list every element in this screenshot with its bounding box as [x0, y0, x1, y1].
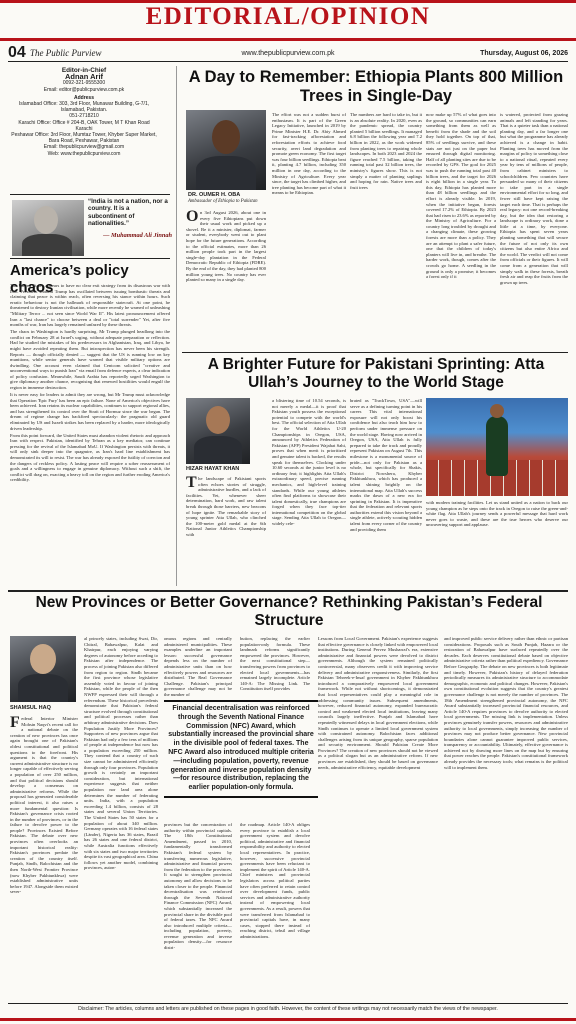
ethiopia-byline-role: Ambassador of Ethiopia to Pakistan [188, 199, 258, 204]
editor-phone: 0092-321-9555300 [62, 80, 106, 87]
quote-text: “India is not a nation, nor a country. It is a subcontinent of nationalities.” [88, 198, 168, 228]
ethiopia-text: The effort was not a sudden burst of enthusiasm. It is part of the Green Legacy Initiative, launched in 2019 by Prime Minister H.E. Dr. Abiy Ahmed for fast-tracking afforestation and reforestation efforts to achieve food security, avert land degradation and promote green economy. The first target was four billion seedlings. Ethiopia beat it, planting 4.7 billion, including 350 million in one day, according to the Ministry of Agriculture. Every year since, the target has climbed higher, and tree planting has become part of what it means to be Ethiopian. [272, 112, 346, 196]
portrait-head [30, 644, 56, 674]
footer-divider [8, 1003, 568, 1004]
federal-text: bution, replacing the earlier population-only formula. These landmark reforms significantly empowered the provinces. However, the next constitutional step—transferring powers from provinces to elected local governments—has remained largely incomplete. Article 140-A: The Missing Link. The Constitution itself provides [240, 636, 310, 692]
policy-paragraph: The chaos in Washington is hardly surprising. Mr Trump plunged headlong into the conflict on February 28 at Israel's urging, without adequate preparation or reflection. Had he studied the mistakes of his predecessors in Afghanistan, Iraq, and Libya, he might have avoided repeating them. But introspection has never been his strength. Reports — though officially denied — suggest that the US is running low on key munitions, while senior generals have warned that visible military options are dwindling. One account even claimed that Centcom solicited "creative and unconventional ways to punish Iran" via email from defence experts, a clear indication of policy confusion. Meanwhile, Saudi Arabia has reportedly urged Washington to give diplomacy another chance, recognising that renewed hostilities would engulf the region in immense destruction. [10, 329, 170, 391]
islamabad-office: Islamabad Office: 303, 3rd Floor, Munawar Building, G-7/1, Islamabad, Pakistan. [18, 101, 150, 114]
page-number: 04 [8, 44, 26, 61]
sprint-col-2 [272, 398, 346, 588]
federal-col-6 [240, 822, 310, 1000]
portrait-head [206, 406, 230, 434]
karachi-office: Karachi Office: Office # 204-B, OAK Tower, M T Khan Road Karachi [18, 119, 150, 132]
ethiopia-col-1 [186, 210, 266, 348]
address-label: Address [73, 94, 94, 101]
jinnah-portrait [12, 200, 84, 256]
sprint-text: brated as "TrackTown, USA"—will serve as a defining turning point in his career. This vital international exposure will not only boost his confidence but also teach him how to perform under immense pressure on the world stage. Having now arrived in Oregon, USA, Atta Ullah is fully prepared to take the track and proudly represent Pakistan on August 7th. This milestone is a monumental source of pride—not only for Pakistan as a whole, but specifically for Shakis, District Nowshera, Khyber Pakhtunkhwa, which has produced a talent shining brightly on the international map. Atta Ullah's success marks the dawn of a new era for sprinting in Pakistan. It is imperative that the federation and relevant sports authorities extend this vision beyond a single athlete, actively scouting hidden talent from every corner of the country and providing them [350, 398, 422, 532]
federal-text: Lessons from Local Government. Pakistan's experience suggests that effective governance is closely linked with empowered local institutions. During General Pervez Musharraf's era, extensive administrative and financial powers were devolved to district governments. Although the system remained politically controversial, many observers credit it with improving service delivery and administrative responsiveness. Similarly, the first Pakistan Tehreek-e-Insaf government in Khyber Pakhtunkhwa introduced a comparatively empowered local government framework. While not without shortcomings, it demonstrated that local representatives could play a meaningful role in addressing community issues. Subsequent amendments, however, reduced financial autonomy, expanded bureaucratic control and weakened elected local institutions, leaving many councils largely ineffective. Punjab and Islamabad have repeatedly witnessed delays in local government elections, while Sindh continues to operate a limited local government system with constrained autonomy. Balochistan faces additional challenges arising from its unique geography, sparse population and security environment. Should Pakistan Create More Provinces? The creation of new provinces should not be viewed as a political slogan but as an administrative reform. If new provinces are established, they should be based on governance needs, administrative efficiency, equitable development [318, 636, 438, 770]
contact-email[interactable]: Email: thepublicpurview@gmail.com [43, 144, 125, 151]
policy-body [10, 283, 170, 603]
federal-col-5 [164, 822, 232, 1000]
disclaimer: Disclaimer: The articles, columns and letters are published on these pages in good faith. However, the content of these writings may not necessarily match the views of the newspaper. [78, 1006, 498, 1012]
portrait-suit [194, 436, 242, 464]
ethiopia-text: is watered, protected from grazing animals and left standing for years. That is a quieter task than a national planting day, and a far longer one but what the programme has already achieved is a change in habit. Planting trees has moved from the margins of policy to something close to a national ritual, repeated every year by tens of millions of people, from cabinet ministers to schoolchildren. Few countries have persuaded so many of their citizens to take part in a single environmental effort for so long, and fewer still have kept raising the target each time. That is perhaps the real legacy: not one record-breaking day, but the idea that restoring a landscape is ordinary work, done a little at a time, by everyone. Ethiopia has spent seven years planting something that will secure the future of not only its own citizens but also entire Africa and the world. The verdict will not come from officials or their figures. It will come from a generation that will simply walk in these forests, breath fresh air and reap the fruits from the grown up trees. [500, 112, 568, 285]
sprinter-head [490, 404, 504, 418]
dropcap: F [10, 716, 20, 731]
editor-label: Editor-in-Chief [61, 67, 107, 74]
ethiopia-divider [182, 352, 568, 353]
publication-name: The Public Purview [30, 48, 102, 58]
masthead-red-rule [0, 38, 576, 41]
federal-text: the roadmap. Article 140-A obliges every province to establish a local government system and devolve political, administrative and financial responsibility and authority to elected local representatives. In practice, however, successive provincial governments have been reluctant to implement the spirit of Article 140-A. Chief ministers and provincial legislators across political parties have often preferred to retain control over development funds, public services and administrative authority instead of empowering local governments. As a result, powers that were transferred from Islamabad to provincial capitals have, in many cases, stopped there instead of reaching district, tehsil and village administrations. [240, 822, 310, 939]
dropcap: O [186, 210, 199, 225]
ethiopia-col-2 [272, 112, 346, 348]
portrait-head [34, 206, 58, 234]
peshawar-office: Peshawar Office: 3rd Floor, Mumtaz Tower, Khyber Super Market, Bara Road, Peshawar, Pakistan [11, 132, 157, 145]
sprint-divider [8, 590, 568, 592]
column-divider [176, 66, 177, 586]
federal-col-2 [84, 636, 158, 1000]
ethiopia-text: now make up 57% of what goes into the ground, so communities can earn something from them as well as benefit from the shade and the soil they hold together. On top of that, 85% of seedlings survive, and these stats are not just on the paper but ensured through digital monitoring. Half of all planting sites are due to be recorded by GPS. The goal for 2025 was to push the running total past 40 billion trees, and the target for 2026 is eight billion in a single year. To this day, Ethiopia has planted more than 48 billion seedlings and the effort is already visible. In 2019, when the initiative began, forests covered 17.2% of Ethiopia. By 2023 that had risen to 23.6% as reported by the Ministry of Agriculture. For a country long troubled by drought and a changing climate, these growing forests are more than a policy. They are an attempt to plant a safer future, one that the children of today's planters will live in, and breathe. The harder work, though, comes after the crowds go home. A seedling in the ground is only a promise; it becomes a forest only if it [426, 112, 496, 280]
federal-byline: SHAMSUL HAQ [10, 705, 51, 711]
policy-paragraph: It is never easy for leaders to admit they are wrong, but Mr Trump must acknowledge that Operation 'Epic Fury' has been an epic failure. None of America's objectives have been achieved. Iran retains its nuclear capabilities, continues to support regional allies, and has strengthened its control over the Strait of Hormuz since the war began. The dream of regime change has backfired spectacularly: the pragmatic old guard eliminated by US and Israeli strikes has been replaced by a harder, more ideologically driven leadership. [10, 392, 170, 431]
ethiopia-col-3 [350, 112, 422, 348]
ethiopia-byline: DR. OUMER H. OBA [188, 192, 241, 198]
federal-col-7 [318, 636, 438, 1000]
editor-box [10, 68, 158, 194]
federal-col-3 [164, 636, 232, 698]
sprint-col-4 [426, 500, 568, 588]
quote-attribution: — Muhammad Ali Jinnah [103, 232, 172, 239]
islamabad-phone: 051-2718210 [69, 113, 99, 120]
policy-headline: America’s policy chaos [10, 262, 129, 296]
federal-text: and improved public service delivery rather than ethnic or partisan considerations. Proposals such as South Punjab, Hazara or the restoration of Bahawalpur have surfaced repeatedly over the decades. Each deserves constitutional debate based on objective administrative criteria rather than political expediency. Governance Before Geography. The debate on new provinces is both legitimate and timely. However, Pakistan's history of delayed federation periodically measures its administrative structure to accommodate demographic, economic and political changes. However, Pakistan's own constitutional evolution suggests that the country's greatest governance challenge is not merely the number of provinces. The 18th Amendment strengthened provincial autonomy, the NFC Award substantially increased provincial financial resources, and Article 140-A requires provinces to devolve authority to elected local governments. The missing link is implementation. Unless provinces genuinely transfer powers, resources and administrative authority to local governments, simply increasing the number of provinces may not produce better governance. New provincial boundaries alone cannot guarantee improved public services, transparency or accountability. Ultimately, effective governance is achieved not by drawing more lines on the map but by ensuring that power reaches the people. Pakistan's constitutional framework already provides the necessary tools; what remains is the political will to implement them. [444, 636, 568, 770]
contact-web[interactable]: Web: www.thepublicpurview.com [47, 150, 121, 157]
masthead-divider [8, 61, 568, 62]
federal-text: provinces but the concentration of authority within provincial capitals. The 18th Constitutional Amendment, passed in 2010, fundamentally transformed Pakistan's federal system by transferring numerous legislative, administrative and financial powers from the federation to the provinces. It sought to strengthen provincial autonomy and allow decisions to be taken closer to the people. Financial decentralisation was reinforced through the Seventh National Finance Commission (NFC) Award, which substantially increased the provincial share in the divisible pool of federal taxes. The NFC Award also introduced multiple criteria—including population, poverty, revenue generation and inverse population density—for resource distri- [164, 822, 232, 951]
federal-text: omous regions and centrally administered municipalities. These examples underline an important lesson: successful governance depends less on the number of administrative units than on how effectively powers and resources are distributed. The Real Governance Challenge. Pakistan's principal governance challenge may not be the number of [164, 636, 232, 697]
sprint-photo [426, 398, 568, 496]
sprinter-figure [486, 416, 508, 476]
sprint-byline: HIZAR HAYAT KHAN [186, 466, 240, 472]
federal-headline: New Provinces or Better Governance? Rethinking Pakistan’s Federal Structure [35, 594, 543, 629]
khan-portrait [186, 398, 250, 464]
bottom-red-rule [0, 1018, 576, 1021]
portrait-suit [18, 674, 68, 702]
ethiopia-col-4 [426, 112, 496, 348]
editor-email[interactable]: Email: editor@publicpurview.com.pk [43, 86, 125, 93]
website-url[interactable]: www.thepublicpurview.com.pk [241, 50, 335, 57]
federal-pullquote: Financial decentralisation was reinforced through the Seventh National Finance Commission (NFC) Award, which substantially increased the provincial share in the divisible pool of federal taxes. The NFC Award also introduced multiple criteria—including population, poverty, revenue generation and inverse population density—for resource distribution, replacing the earlier population-only formula. [164, 700, 318, 798]
sprint-text: he landscape of Pakistani sports often echoes stories of struggle, administrative hurdles, and a lack of facilities. Yet, whenever sheer determination, hard work, and raw talent break through those barriers, new beacons of hope ignite. The remarkable story of young sprinter Atta Ullah, who clinched the 100-meter gold medal at the 6th National Junior Athletics Championship with [186, 476, 266, 537]
ethiopia-text: n 3rd August 2026, about one in every five Ethiopians put down their usual work and picked up a shovel. Be it a minister, diplomat, farmer or student, everybody went out to plant hope for the future generations. According to the official estimates, more than 26 million people took part in the largest single-day plantation in the Federal Democratic Republic of Ethiopia (FDRE). By the end of the day, they had planted 800 million young trees. No country has ever planted so many in a single day. [186, 210, 266, 283]
editor-box-divider [10, 194, 170, 195]
federal-text: al princely states, including Swat, Dir, Chitral, Bahawalpur, Kalat and Khairpur, each enjoying varying degrees of autonomy before acceding to Pakistan after independence. The process of joining Pakistan also differed from region to region. Sindh became the first province whose legislative assembly voted in favour of joining Pakistan, while the people of the then NWFP expressed their will through a referendum. These historical precedents demonstrate that Pakistan's federal structure evolved through constitutional and political processes rather than arbitrary administrative decisions. Does Population Justify More Provinces? Supporters of new provinces argue that Pakistan had only a few tens of millions of people at independence but now has a population exceeding 250 million. They contend that a country of such size cannot be administered efficiently through only four provinces. Population growth is certainly an important consideration, but international experience suggests that neither population nor land area alone determines the number of federating units. India, with a population exceeding 1.4 billion, consists of 28 states and several Union Territories. The United States has 50 states for a population of about 340 million. Germany operates with 16 federal states (Länder), Nigeria has 36 states, Brazil has 26 states and one federal district, while Australia functions effectively with six states and two major territories despite its vast geographical area. China follows yet another model, combining provinces, auton- [84, 636, 158, 871]
policy-paragraph: The United States appears to have no clear exit strategy from its disastrous war with Iran. President Donald Trump has oscillated between issuing bombastic threats and claiming that peace is within reach, often reversing his stance within hours. Such erratic behaviour is not the hallmark of responsible statecraft. At one point, he threatened to destroy Iranian civilisation, while more recently he warned of unleashing "Military Terror ... not seen since World War II". His latest pronouncement offered Iran a "last chance" to choose between a deal or "total surrender" Yet, after five months of war, Iran has largely remained unfazed by these threats. [10, 283, 170, 328]
portrait-suit [22, 234, 72, 256]
oba-portrait [186, 110, 266, 190]
federal-col-4 [240, 636, 310, 698]
sprint-text: with modern training facilities. Let us stand united as a nation to back our young champion as he steps onto the track in Oregon to raise the green-and-white flag. Atta Ullah's journey sends a powerful message that hard work never goes to waste, and these are the true heroes who deserve our unwavering support and applause. [426, 500, 568, 528]
dropcap: T [186, 476, 197, 491]
sprint-col-3 [350, 398, 422, 588]
haq-portrait [10, 636, 76, 702]
ethiopia-col-5 [500, 112, 568, 348]
policy-paragraph: From this point forward, the United States must abandon violent rhetoric and approach Iran with respect. Pakistan, identified by Tehran as a key mediator, can continue pressing for the revival of the Islamabad MoU. If Washington persists with threats, it will only sink deeper into the quagmire, as Iran's hard line establishment has demonstrated its will to resist. The war has already exposed the futility of coercion and the dangers of reckless policy. A lasting peace will require a sober reassessment of goals and a willingness to engage in genuine diplomacy. Without such a shift, the conflict will drag on, exacting a heavy toll on the region and further eroding America's credibility. [10, 432, 170, 483]
sprint-headline: A Brighter Future for Pakistani Sprinting: Atta Ullah’s Journey to the World Stage [207, 356, 545, 391]
federal-text: ederal Interior Minister Mohsin Naqvi's recent call for a national debate on the creation of new provinces has once again brought one of Pakistan's oldest constitutional and political questions to the forefront. His argument is that the country's current administrative structure is no longer capable of effectively serving a population of over 250 million, and that political decisions should develop a consensus on administrative reforms. While the proposal has generated considerable political interest, it also raises a more fundamental question: Is Pakistan's governance crisis rooted in the number of provinces, or in the failure to devolve power to the people? Provinces Existed Before Pakistan. The debate over new provinces often overlooks an important historical reality: Pakistan's provinces predate the creation of the country itself. Punjab, Sindh, Balochistan and the then North-West Frontier Province (now Khyber Pakhtunkhwa) were established administrative units before 1947. Alongside them existed sever- [10, 716, 78, 895]
portrait-head [212, 120, 240, 154]
ethiopia-headline: A Day to Remember: Ethiopia Plants 800 Million Trees in Single-Day [188, 68, 564, 105]
federal-col-8 [444, 636, 568, 1000]
quote-divider [10, 258, 170, 259]
federal-col-1 [10, 716, 78, 1000]
section-title: EDITORIAL/OPINION [145, 3, 431, 30]
issue-date: Thursday, August 06, 2026 [480, 50, 568, 57]
portrait-suit [196, 156, 256, 190]
editor-name: Adnan Arif [64, 72, 104, 82]
sprint-col-1 [186, 476, 266, 588]
sprint-text: a blistering time of 10.54 seconds, is not merely a medal—it is proof that Pakistan youth possess the exceptional potential to compete with the world's best. The official selection of Atta Ullah for the World Athletics U-20 Championships in Oregon, USA, announced by Athletics Federation of Pakistan (AFP) President Wajahat Sahi, proves that when merit is prioritized and genuine talent is backed, the results speak for themselves. Clocking under 10.60 seconds at the junior level is no ordinary feat; it highlights Atta Ullah's extraordinary speed, precise running mechanics, and high-level training standards. While our young athletes often find platforms to showcase their talent domestically, true champions are forged when they face top-tier international competition on the global stage. Sending Atta Ullah to Oregon—widely cele- [272, 398, 346, 527]
ethiopia-text: The numbers are hard to take in, but it is an absolute reality. In 2020, even as the pandemic spread, the country planted 5 billion seedlings. It managed 6.8 billion the following year and 7.2 billion in 2022, as the work widened from planting trees to repairing whole landscapes. In both 2023 and 2024 the figure reached 7.5 billion, taking the running total past 32 billion trees, the ministry's figures show. This is not simply a matter of planting saplings and hoping for rain. Native trees and fruit trees [350, 112, 422, 190]
